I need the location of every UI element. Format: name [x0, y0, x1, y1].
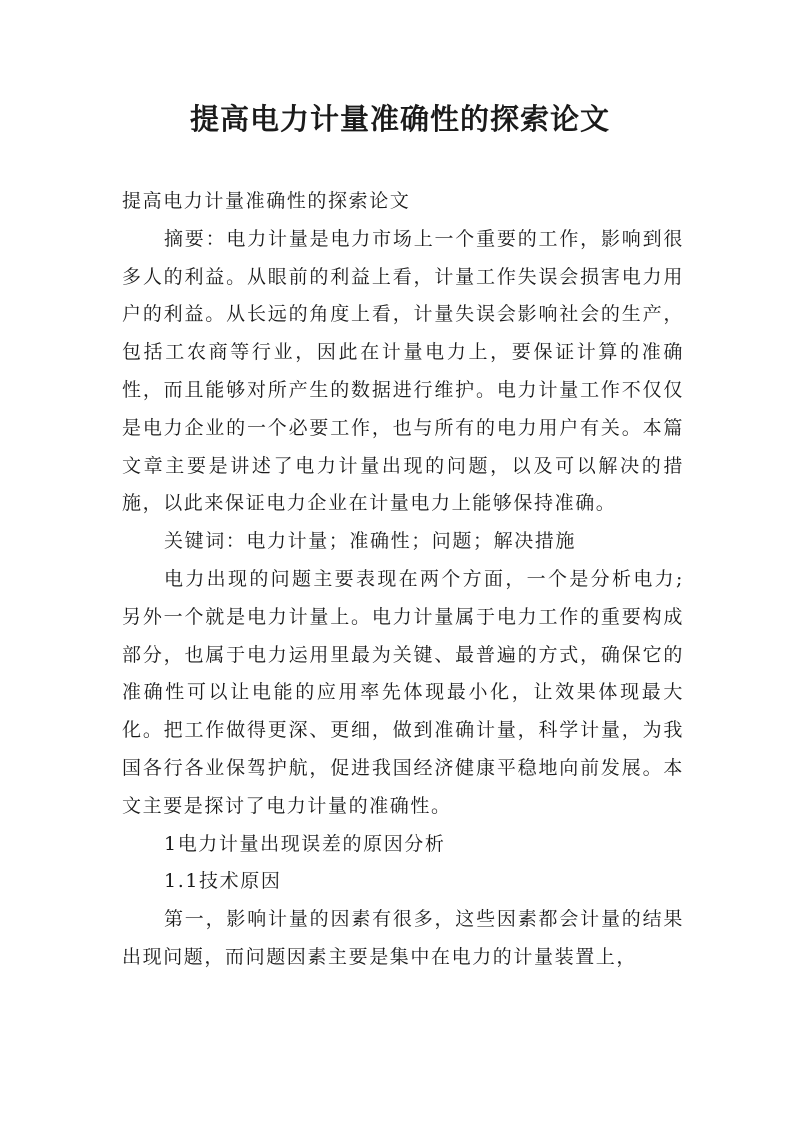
- subsection-heading: 1.1技术原因: [164, 870, 282, 893]
- body-paragraph: 第一，影响计量的因素有很多，这些因素都会计量的结果出现问题，而问题因素主要是集中在电力的计量装置上，: [122, 908, 684, 968]
- document-body: [122, 183, 684, 977]
- subtitle-paragraph: 提高电力计量准确性的探索论文: [122, 190, 411, 212]
- abstract-paragraph: 摘要：电力计量是电力市场上一个重要的工作，影响到很多人的利益。从眼前的利益上看，计量工作失误会损害电力用户的利益。从长远的角度上看，计量失误会影响社会的生产，包括工农商等行业，因此在计量电力上，要保证计算的准确性，而且能够对所产生的数据进行维护。电力计量工作不仅仅是电力企业的一个必要工作，也与所有的电力用户有关。本篇文章主要是讲述了电力计量出现的问题，以及可以解决的措施，以此来保证电力企业在计量电力上能够保持准确。: [122, 227, 684, 515]
- intro-paragraph: 电力出现的问题主要表现在两个方面，一个是分析电力;另外一个就是电力计量上。电力计量属于电力工作的重要构成部分，也属于电力运用里最为关键、最普遍的方式，确保它的准确性可以让电能的应用率先体现最小化，让效果体现最大化。把工作做得更深、更细，做到准确计量，科学计量，为我国各行各业保驾护航，促进我国经济健康平稳地向前发展。本文主要是探讨了电力计量的准确性。: [122, 567, 684, 817]
- section-heading: 1电力计量出现误差的原因分析: [164, 832, 446, 855]
- keywords-paragraph: 关键词：电力计量；准确性；问题；解决措施: [164, 530, 577, 553]
- document-title: 提高电力计量准确性的探索论文: [189, 102, 610, 136]
